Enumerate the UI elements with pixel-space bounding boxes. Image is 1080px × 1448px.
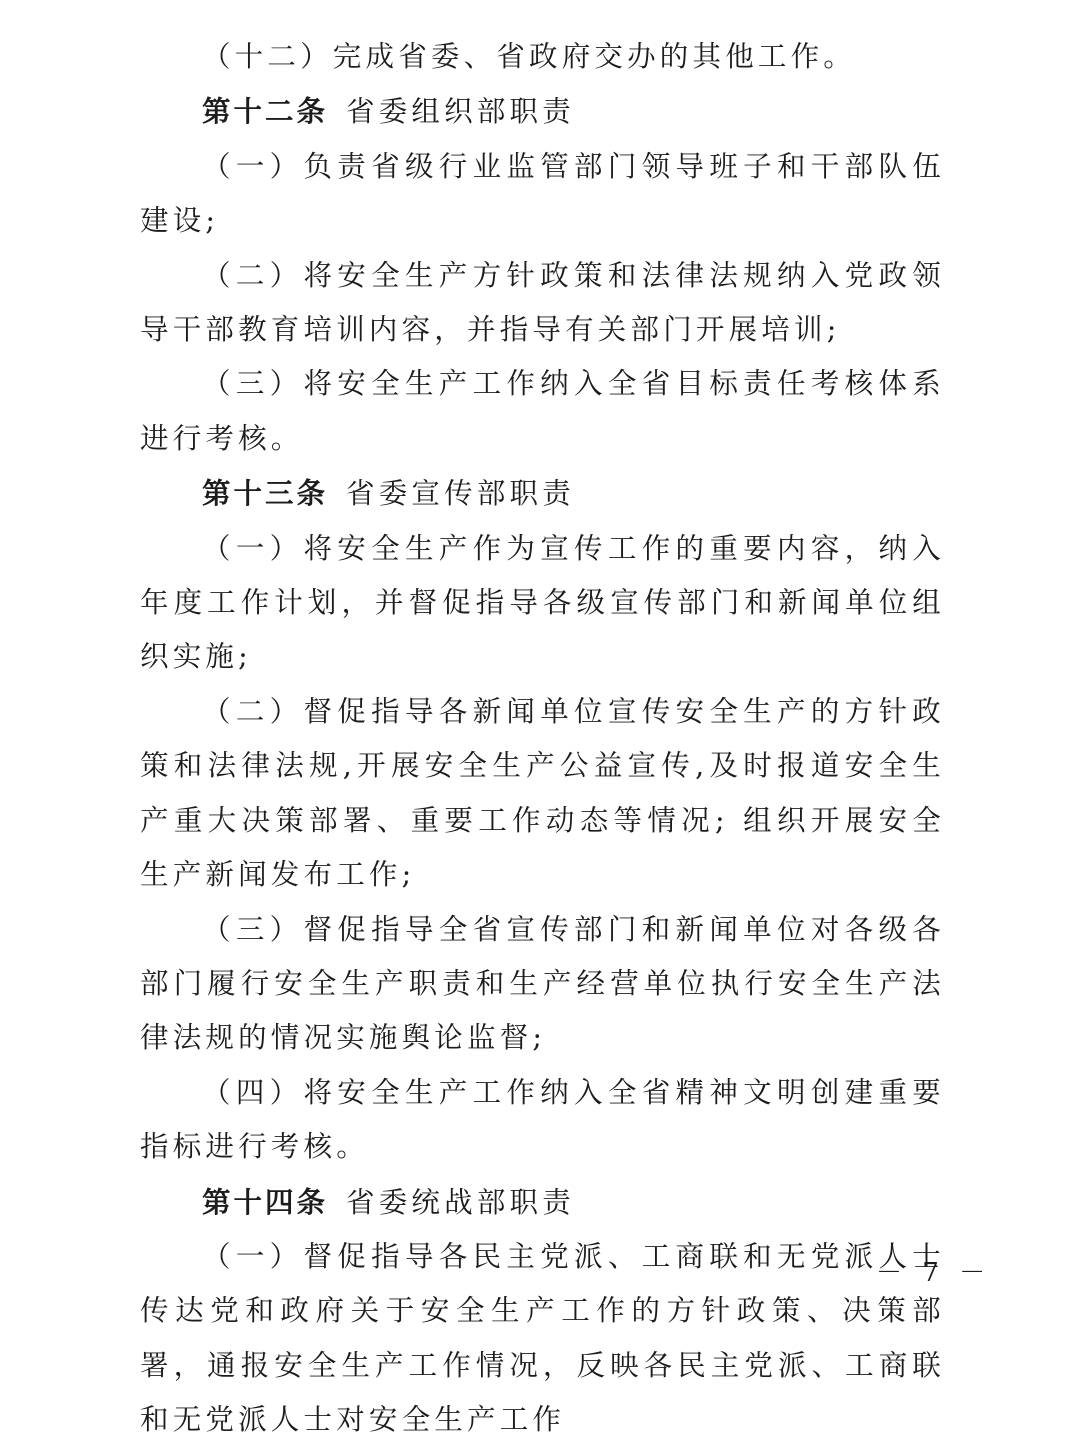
article-13-heading [140,466,945,521]
page-number: － 7 － [876,1258,992,1288]
paragraph-12-1: （一）负责省级行业监管部门领导班子和干部队伍建设; [140,149,945,238]
article-14-title: 省委统战部职责 [346,1185,575,1219]
paragraph-13-1: （一）将安全生产作为宣传工作的重要内容，纳入年度工作计划，并督促指导各级宣传部门和新闻单位组织实施; [140,531,945,674]
article-12-heading [140,84,945,139]
article-13-number: 第十三条 [202,476,329,511]
paragraph-12-3: （三）将安全生产工作纳入全省目标责任考核体系进行考核。 [140,367,945,455]
paragraph-12-12: （十二）完成省委、省政府交办的其他工作。 [202,40,857,73]
paragraph-14-1: （一）督促指导各民主党派、工商联和无党派人士传达党和政府关于安全生产工作的方针政策、决策部署，通报安全生产工作情况，反映各民主党派、工商联和无党派人士对安全生产工作 [140,1239,945,1437]
document-body [140,30,945,1448]
article-13-title: 省委宣传部职责 [346,477,575,511]
paragraph-13-4: （四）将安全生产工作纳入全省精神文明创建重要指标进行考核。 [140,1075,945,1164]
article-12-number: 第十二条 [202,94,329,129]
paragraph-13-2: （二）督促指导各新闻单位宣传安全生产的方针政策和法律法规,开展安全生产公益宣传,及时报道安全生产重大决策部署、重要工作动态等情况; 组织开展安全生产新闻发布工作; [140,694,945,892]
article-14-heading [140,1175,945,1230]
article-12-title: 省委组织部职责 [346,95,575,129]
article-14-number: 第十四条 [202,1184,329,1219]
paragraph-13-3: （三）督促指导全省宣传部门和新闻单位对各级各部门履行安全生产职责和生产经营单位执行安全生产法律法规的情况实施舆论监督; [140,912,945,1055]
paragraph-12-2: （二）将安全生产方针政策和法律法规纳入党政领导干部教育培训内容，并指导有关部门开展培训; [140,258,945,347]
